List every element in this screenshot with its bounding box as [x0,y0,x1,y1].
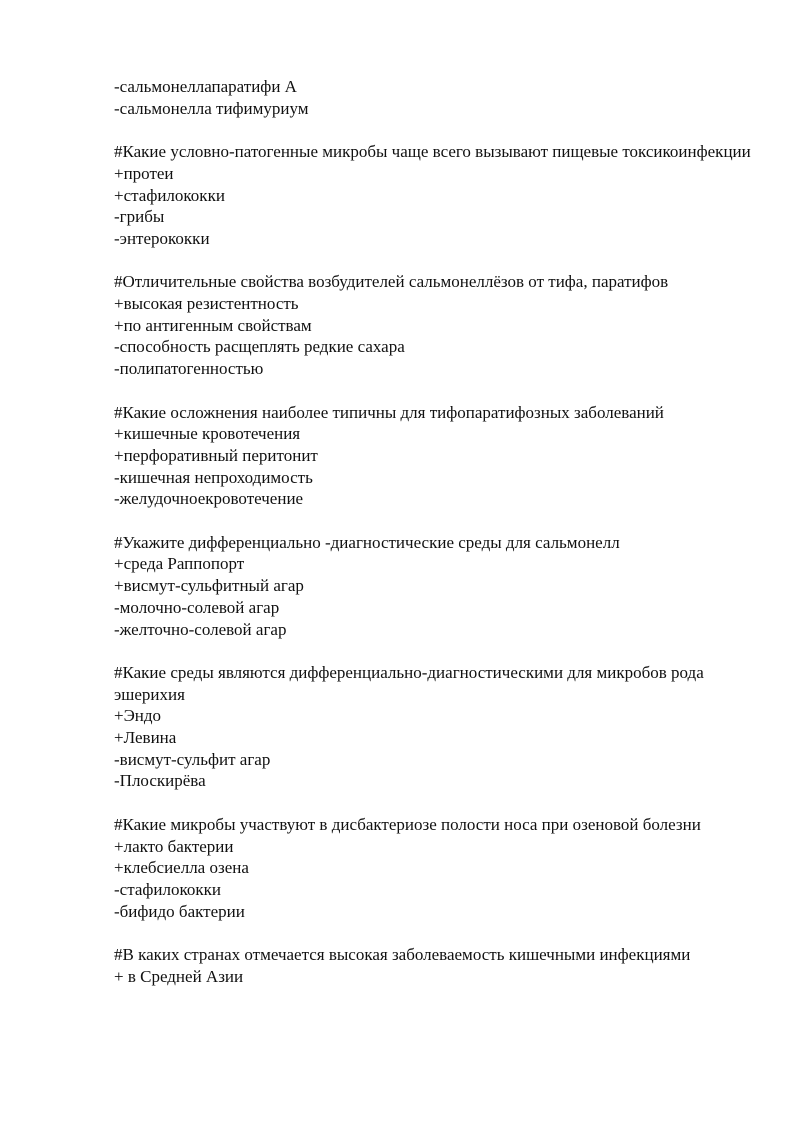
answer-option: -грибы [114,207,165,227]
question-text: #Какие среды являются дифференциально-диагностическими для микробов рода эшерихия [114,662,708,704]
answer-option: -сальмонелла тифимуриум [114,98,309,118]
answer-option: +клебсиелла озена [114,858,249,878]
answer-option: +протеи [114,163,174,183]
answer-option: -полипатогенностью [114,359,264,379]
answer-option: +Эндо [114,706,162,726]
question-text: #В каких странах отмечается высокая заболеваемость кишечными инфекциями [114,945,691,965]
question-text: #Какие условно-патогенные микробы чаще всего вызывают пищевые токсикоинфекции [114,142,751,162]
answer-option: -желточно-солевой агар [114,619,287,639]
answer-option: +лакто бактерии [114,836,234,856]
answer-option: -бифидо бактерии [114,901,245,921]
question-text: #Отличительные свойства возбудителей сальмонеллёзов от тифа, паратифов [114,272,669,292]
answer-option: -желудочноекровотечение [114,489,304,509]
answer-option: +высокая резистентность [114,294,299,313]
document-body [114,76,754,1009]
intro-answer-list [114,76,754,119]
question-block [114,944,754,987]
answer-option: +среда Раппопорт [114,554,245,574]
answer-option: + в Средней Азии [114,966,244,986]
answer-option: +висмут-сульфитный агар [114,576,304,596]
answer-option: -Плоскирёва [114,771,206,791]
answer-option: -кишечная непроходимость [114,467,313,487]
answer-option: +перфоративный перитонит [114,445,318,465]
question-text: #Какие осложнения наиболее типичны для тифопаратифозных заболеваний [114,402,664,422]
question-block [114,532,754,641]
answer-option: -молочно-солевой агар [114,597,280,617]
answer-option: +кишечные кровотечения [114,424,301,444]
answer-option: -сальмонеллапаратифи А [114,77,297,96]
question-block [114,271,754,380]
question-block [114,662,754,792]
answer-option: -стафилококки [114,879,221,899]
answer-option: +по антигенным свойствам [114,315,312,335]
question-block [114,141,754,250]
question-text: #Какие микробы участвуют в дисбактериозе полости носа при озеновой болезни [114,814,701,834]
question-block [114,814,754,923]
answer-option: -висмут-сульфит агар [114,749,271,769]
question-block [114,402,754,511]
answer-option: +стафилококки [114,185,225,205]
answer-option: -энтерококки [114,228,210,248]
question-text: #Укажите дифференциально -диагностические среды для сальмонелл [114,532,620,552]
answer-option: -способность расщеплять редкие сахара [114,337,405,357]
answer-option: +Левина [114,728,177,748]
